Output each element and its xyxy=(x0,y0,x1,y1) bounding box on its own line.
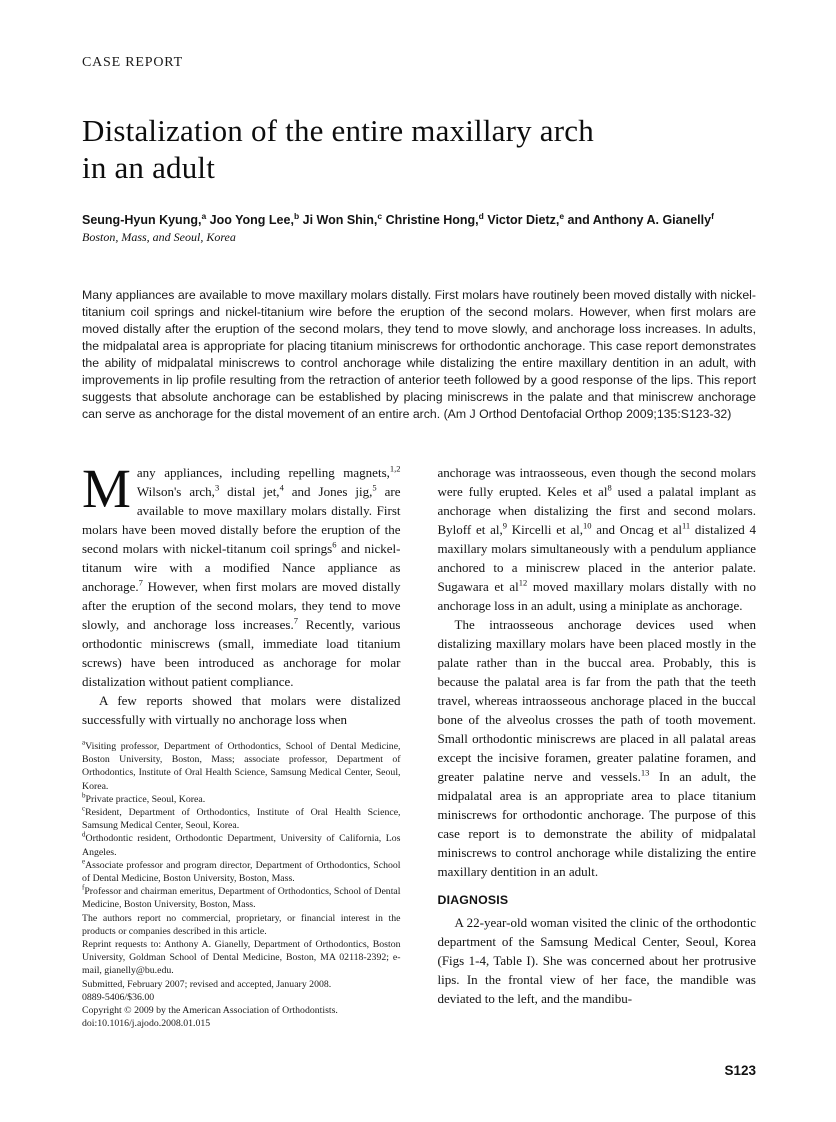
body-paragraph xyxy=(82,458,401,691)
footnote-marker: d xyxy=(82,831,86,840)
body-paragraph: anchorage was intraosseous, even though the second molars were fully erupted. Keles et $al^8$ used a palatal implant as anchorage when distalizing the first and second molars. Byloff et al,$^9$ Kircelli et al,$^{10}$ and Oncag et $al^{11}$ distalized 4 maxillary molars simultaneously with a pendulum appliance anchored to a miniscrew placed in the anterior palate. Sugawara et $al^{12}$ moved maxillary molars distally with no anchorage loss in an adult, using a miniplate as anchorage. xyxy=(437,465,757,613)
article-type-label: CASE REPORT xyxy=(82,55,183,70)
footnote xyxy=(82,859,401,885)
body-paragraph-text: any appliances, including repelling magnets,$^{1,2}$ Wilson's arch,$^3$ distal jet,$^4$ and Jones jig,$^5$ are available to move maxillary molars distally. First molars have been moved distally before the eruption of the second molars with nickel-titanum coil springs$^6$ and nickel-titanum wire with a modified Nance appliance as anchorage.$^7$ However, when first molars are moved distally after the eruption of the second molars, they tend to move slowly, and anchorage loss increases.$^7$ Recently, various orthodontic miniscrews (small, immediate load titanium screws) have been introduced as anchorage for molar distalization without patient compliance. xyxy=(82,463,401,689)
footnote-statement: Reprint requests to: Anthony A. Gianelly, Department of Orthodontics, Boston University, Goldman School of Dental Medicine, Boston, MA 02118-2392; e-mail, gianelly@bu.edu. xyxy=(82,939,401,977)
footnote-statement: Copyright © 2009 by the American Association of Orthodontists. xyxy=(82,1005,338,1017)
drop-cap: M xyxy=(82,458,131,519)
footnote xyxy=(82,806,401,832)
footnote-text: Visiting professor, Department of Orthodontics, School of Dental Medicine, Boston University, Boston, Mass; associate professor, Department of Orthodontics, Institute of Oral Health Science, Samsung Medical Center, Seoul, Korea. xyxy=(82,741,401,792)
affiliation-line: Boston, Mass, and Seoul, Korea xyxy=(82,230,236,244)
body-paragraph: A few reports showed that molars were distalized successfully with virtually no anchorage loss when xyxy=(82,693,401,727)
abstract-text: Many appliances are available to move maxillary molars distally. First molars have routinely been moved distally with nickel-titanium coil springs and nickel-titanium wire before the eruption of the second molars. However, when first molars are moved distally after the eruption of the second molars, they tend to move slowly, and anchorage loss increases. In adults, the midpalatal area is appropriate for placing titanium miniscrews for orthodontic anchorage. This case report demonstrates the ability of midpalatal miniscrews to control anchorage while distalizing the entire maxillary dentition in an adult, with improvements in lip profile resulting from the retraction of anterior teeth followed by a good response of the lips. This report suggests that absolute anchorage can be established by placing miniscrews in the palate and that miniscrew anchorage can serve as anchorage for the distal movement of an entire arch. (Am J Orthod Dentofacial Orthop 2009;135:S123-32) xyxy=(82,288,756,421)
footnote-text: Orthodontic resident, Orthodontic Department, University of California, Los Angeles. xyxy=(82,833,401,858)
authors-line: Seung-Hyun Kyung,$^a$ Joo Yong Lee,$^b$ Ji Won Shin,$^c$ Christine Hong,$^d$ Victor Dietz,$^e$ and Anthony A. Gianelly$^f$ xyxy=(82,210,714,227)
footnote-text: Private practice, Seoul, Korea. xyxy=(85,793,206,805)
footnote-statement: Submitted, February 2007; revised and accepted, January 2008. xyxy=(82,978,332,990)
footnote xyxy=(82,740,401,793)
footnote-text: Resident, Department of Orthodontics, Institute of Oral Health Science, Samsung Medical Center, Seoul, Korea. xyxy=(82,807,401,832)
footnotes-block xyxy=(82,740,401,1030)
footnote-statement: doi:10.1016/j.ajodo.2008.01.015 xyxy=(82,1018,211,1030)
article-title-line1: Distalization of the entire maxillary arch xyxy=(82,113,594,148)
footnote xyxy=(82,793,401,806)
footnote-marker: a xyxy=(82,738,86,747)
footnote-text: Professor and chairman emeritus, Department of Orthodontics, School of Dental Medicine, Boston University, Boston, Mass. xyxy=(82,886,401,911)
body-paragraph: A 22-year-old woman visited the clinic of the orthodontic department of the Samsung Medical Center, Seoul, Korea (Figs 1-4, Table I). She was concerned about her protrusive lips. In the frontal view of her face, the mandible was deviated to the left, and the mandibu- xyxy=(437,915,756,1006)
footnote-marker: e xyxy=(82,857,86,866)
footnote-statement: The authors report no commercial, proprietary, or financial interest in the products or companies described in this article. xyxy=(82,912,401,937)
article-title xyxy=(82,112,756,186)
article-title-line2: in an adult xyxy=(82,150,216,185)
body-paragraph: The intraosseous anchorage devices used when distalizing maxillary molars have been placed mostly in the palate rather than in the buccal area. Probably, this is because the palatal area is far from the path that the teeth travel, whereas intraosseous anchorage placed in the buccal bone of the alveolus crosses the path of tooth movement. Small orthodontic miniscrews are placed in all palatal areas except the incisive foramen, greater palatine foramen, and greater palatine nerve and vessels.$^{13}$ In an adult, the midpalatal area is an appropriate area to place titanium miniscrews for orthodontic anchorage. The purpose of this case report is to demonstrate the ability of midpalatal miniscrews to control anchorage while distalizing the entire maxillary dentition in an adult. xyxy=(437,617,756,879)
right-column xyxy=(438,463,757,1030)
page-number: S123 xyxy=(724,1063,756,1078)
footnote xyxy=(82,832,401,858)
article-columns xyxy=(82,458,757,1030)
footnote-marker: c xyxy=(82,804,86,813)
footnote-marker: f xyxy=(82,883,85,892)
left-column xyxy=(82,458,401,1030)
footnote xyxy=(82,885,401,911)
section-heading-diagnosis: DIAGNOSIS xyxy=(437,893,509,907)
footnote-text: Associate professor and program director, Department of Orthodontics, School of Dental Medicine, Boston University, Boston, Mass. xyxy=(82,859,401,885)
footnote-statement: 0889-5406/$36.00 xyxy=(82,991,155,1003)
footnote-marker: b xyxy=(82,791,86,800)
